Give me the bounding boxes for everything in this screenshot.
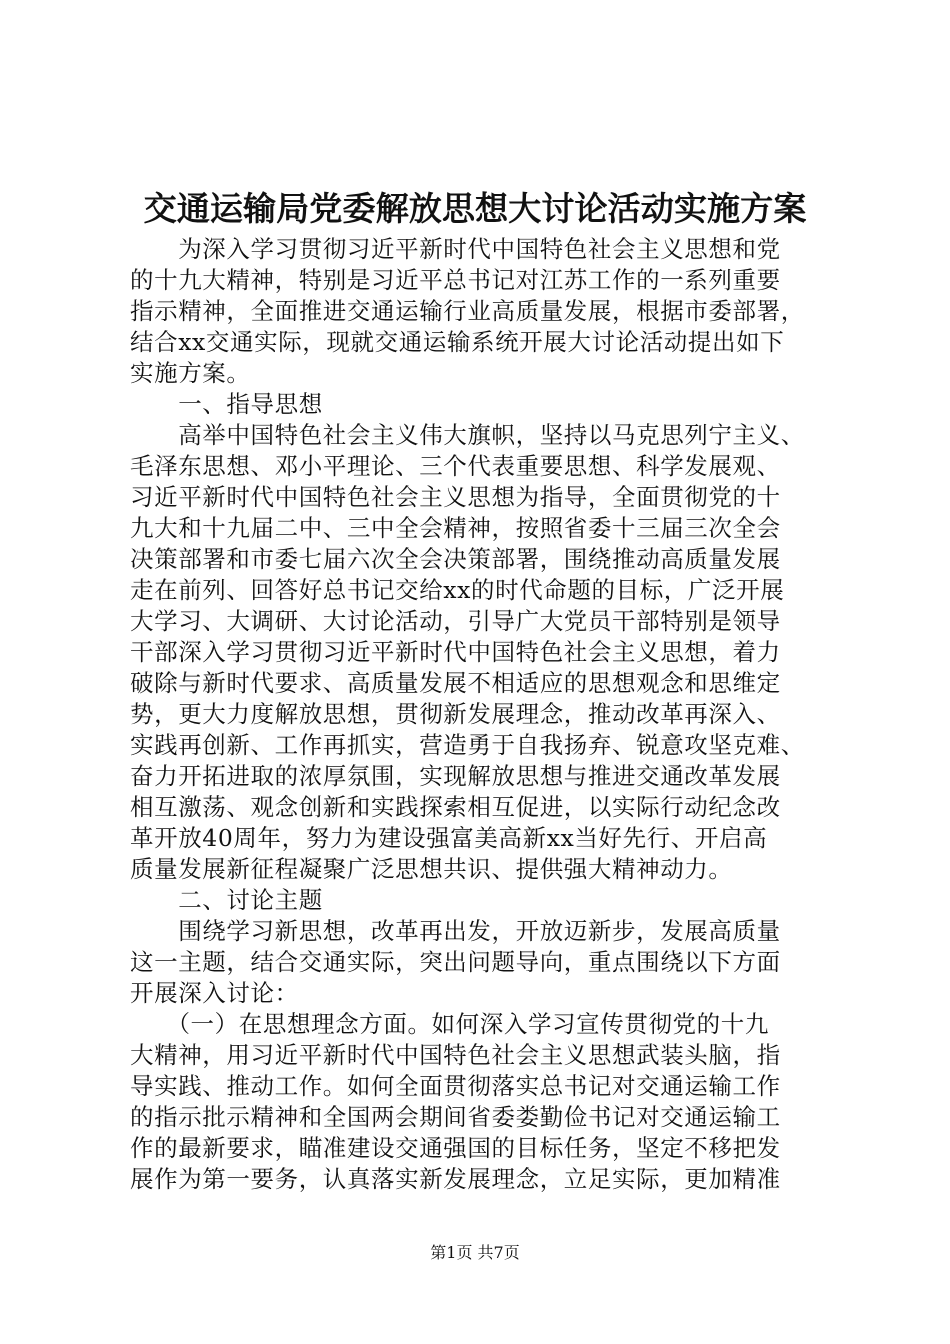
body-line: 九大和十九届二中、三中全会精神，按照省委十三届三次全会 xyxy=(130,514,781,542)
body-line: 的指示批示精神和全国两会期间省委娄勤俭书记对交通运输工 xyxy=(130,1103,781,1131)
body-line: 革开放40周年，努力为建设强富美高新xx当好先行、开启高 xyxy=(130,824,768,852)
body-line: 实践再创新、工作再抓实，营造勇于自我扬弃、锐意攻坚克难、 xyxy=(130,731,805,759)
body-line: 为深入学习贯彻习近平新时代中国特色社会主义思想和党 xyxy=(130,235,781,263)
body-line: 结合xx交通实际，现就交通运输系统开展大讨论活动提出如下 xyxy=(130,328,785,356)
body-line: 大学习、大调研、大讨论活动，引导广大党员干部特别是领导 xyxy=(130,607,781,635)
document-body xyxy=(130,234,850,1195)
body-line: 走在前列、回答好总书记交给xx的时代命题的目标，广泛开展 xyxy=(130,576,785,604)
body-line: 高举中国特色社会主义伟大旗帜，坚持以马克思列宁主义、 xyxy=(130,421,805,449)
body-line: 习近平新时代中国特色社会主义思想为指导，全面贯彻党的十 xyxy=(130,483,781,511)
body-line: 质量发展新征程凝聚广泛思想共识、提供强大精神动力。 xyxy=(130,855,733,883)
body-line: 的十九大精神，特别是习近平总书记对江苏工作的一系列重要 xyxy=(130,266,781,294)
body-line: 大精神，用习近平新时代中国特色社会主义思想武装头脑，指 xyxy=(130,1041,781,1069)
body-line: 开展深入讨论： xyxy=(130,979,299,1007)
body-line: 这一主题，结合交通实际，突出问题导向，重点围绕以下方面 xyxy=(130,948,781,976)
body-line: 奋力开拓进取的浓厚氛围，实现解放思想与推进交通改革发展 xyxy=(130,762,781,790)
body-line: 作的最新要求，瞄准建设交通强国的目标任务，坚定不移把发 xyxy=(130,1134,781,1162)
body-line: 干部深入学习贯彻习近平新时代中国特色社会主义思想，着力 xyxy=(130,638,781,666)
body-line: 势，更大力度解放思想，贯彻新发展理念，推动改革再深入、 xyxy=(130,700,781,728)
body-line: 破除与新时代要求、高质量发展不相适应的思想观念和思维定 xyxy=(130,669,781,697)
body-line: 实施方案。 xyxy=(130,359,251,387)
body-line: 毛泽东思想、邓小平理论、三个代表重要思想、科学发展观、 xyxy=(130,452,781,480)
body-line: 一、指导思想 xyxy=(130,390,323,418)
body-line: 导实践、推动工作。如何全面贯彻落实总书记对交通运输工作 xyxy=(130,1072,781,1100)
body-line: 指示精神，全面推进交通运输行业高质量发展，根据市委部署， xyxy=(130,297,805,325)
body-line: 相互激荡、观念创新和实践探索相互促进，以实际行动纪念改 xyxy=(130,793,781,821)
page-indicator: 第1页 共7页 xyxy=(430,1243,520,1262)
body-line: 决策部署和市委七届六次全会决策部署，围绕推动高质量发展 xyxy=(130,545,781,573)
document-title: 交通运输局党委解放思想大讨论活动实施方案 xyxy=(143,189,807,228)
body-line: 围绕学习新思想，改革再出发，开放迈新步，发展高质量 xyxy=(130,917,781,945)
body-line: 二、讨论主题 xyxy=(130,886,323,914)
body-line: 展作为第一要务，认真落实新发展理念，立足实际，更加精准 xyxy=(130,1165,781,1193)
body-line: （一）在思想理念方面。如何深入学习宣传贯彻党的十九 xyxy=(130,1010,769,1038)
